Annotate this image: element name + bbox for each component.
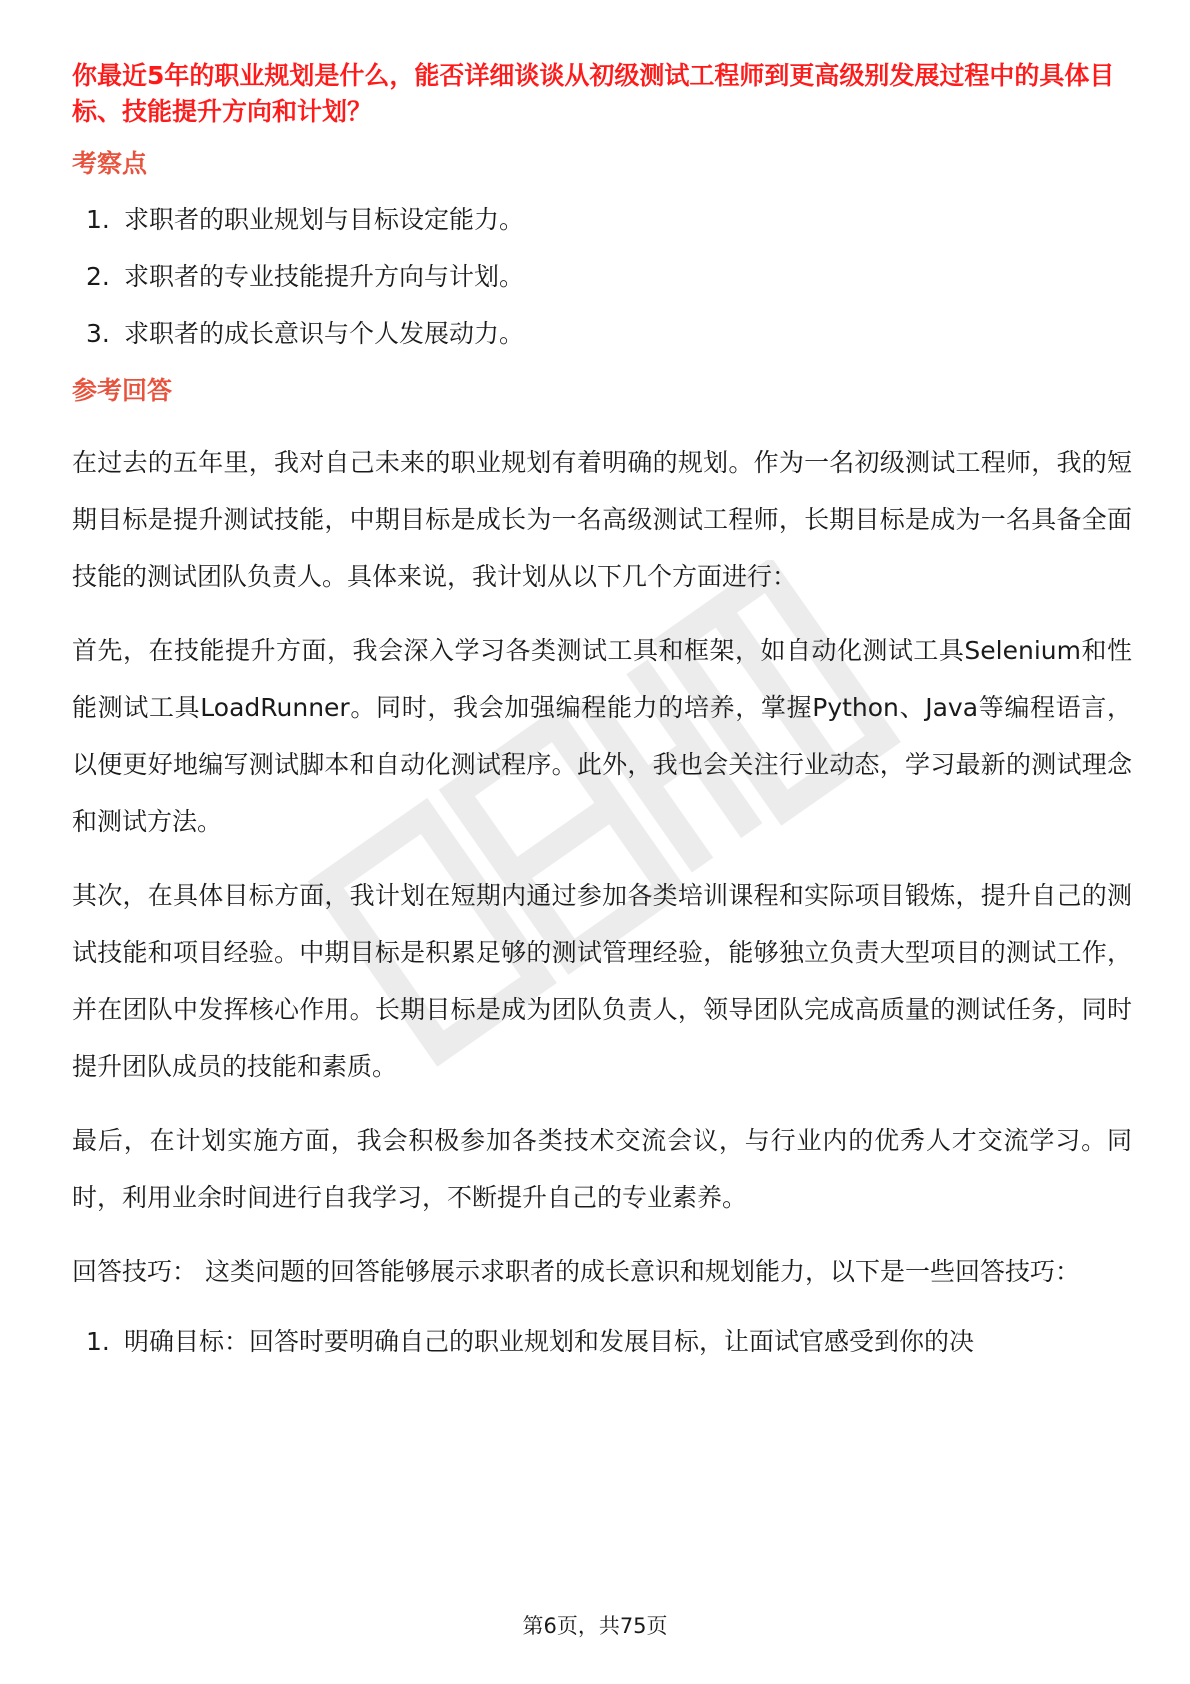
list-item — [72, 259, 1132, 295]
list-item — [72, 316, 1132, 352]
list-item-text: 明确目标：回答时要明确自己的职业规划和发展目标，让面试官感受到你的决 — [124, 1327, 975, 1356]
list-item-number: 1. — [86, 205, 110, 234]
page-content — [72, 58, 1132, 1360]
answer-tips-paragraph: 回答技巧： 这类问题的回答能够展示求职者的成长意识和规划能力，以下是一些回答技巧： — [72, 1257, 1080, 1286]
answer-paragraph: 在过去的五年里，我对自己未来的职业规划有着明确的规划。作为一名初级测试工程师，我的短期目标是提升测试技能，中期目标是成长为一名高级测试工程师，长期目标是成为一名具备全面技能的测试团队负责人。具体来说，我计划从以下几个方面进行： — [72, 448, 1132, 591]
answer-heading: 参考回答 — [72, 376, 173, 405]
page-footer: 第6页，共75页 — [522, 1614, 668, 1638]
focus-heading: 考察点 — [72, 149, 148, 178]
list-item-number: 3. — [86, 319, 110, 348]
answer-paragraph: 首先，在技能提升方面，我会深入学习各类测试工具和框架，如自动化测试工具Selenium和性能测试工具LoadRunner。同时，我会加强编程能力的培养，掌握Python、Java等编程语言，以便更好地编写测试脚本和自动化测试程序。此外，我也会关注行业动态，学习最新的测试理念和测试方法。 — [72, 636, 1132, 836]
list-item-text: 求职者的职业规划与目标设定能力。 — [124, 205, 525, 234]
list-item-number: 1. — [86, 1327, 110, 1356]
answer-paragraph: 其次，在具体目标方面，我计划在短期内通过参加各类培训课程和实际项目锻炼，提升自己的测试技能和项目经验。中期目标是积累足够的测试管理经验，能够独立负责大型项目的测试工作，并在团队中发挥核心作用。长期目标是成为团队负责人，领导团队完成高质量的测试任务，同时提升团队成员的技能和素质。 — [72, 881, 1132, 1081]
answer-paragraph: 最后，在计划实施方面，我会积极参加各类技术交流会议，与行业内的优秀人才交流学习。同时，利用业余时间进行自我学习，不断提升自己的专业素养。 — [72, 1126, 1132, 1212]
list-item — [72, 1324, 1132, 1360]
list-item — [72, 202, 1132, 238]
question-title: 你最近5年的职业规划是什么，能否详细谈谈从初级测试工程师到更高级别发展过程中的具体目标、技能提升方向和计划？ — [72, 61, 1115, 126]
tips-list — [72, 1324, 1132, 1360]
list-item-number: 2. — [86, 262, 110, 291]
list-item-text: 求职者的专业技能提升方向与计划。 — [124, 262, 525, 291]
list-item-text: 求职者的成长意识与个人发展动力。 — [124, 319, 525, 348]
focus-list — [72, 202, 1132, 352]
